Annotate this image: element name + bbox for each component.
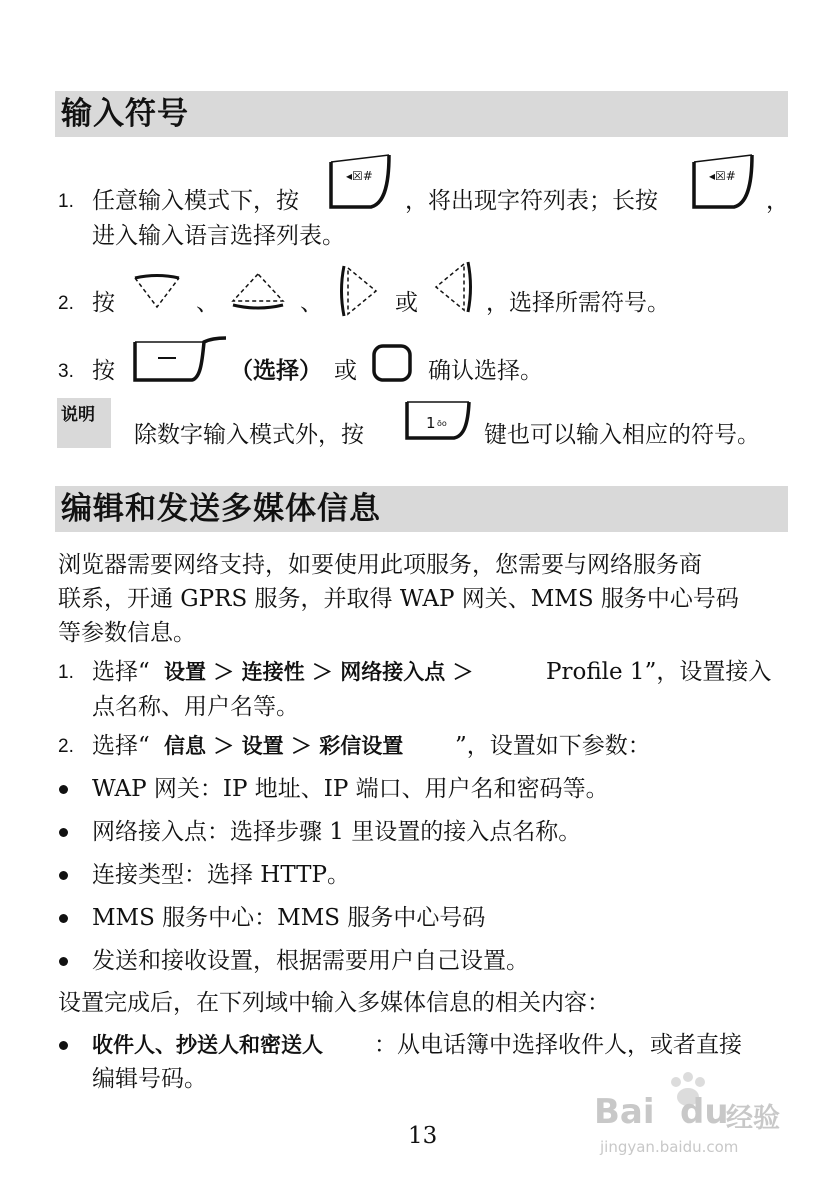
step-text: 任意输入模式下，按: [92, 188, 299, 214]
intro-line: 等参数信息。: [58, 620, 196, 646]
intro-line: 浏览器需要网络支持，如要使用此项服务，您需要与网络服务商: [58, 552, 702, 578]
step-text: 按: [92, 290, 115, 316]
bullet-item: 发送和接收设置，根据需要用户自己设置。: [92, 948, 529, 974]
after-text: 设置完成后，在下列域中输入多媒体信息的相关内容：: [58, 990, 610, 1016]
watermark: [594, 1072, 790, 1162]
bullet-dot: [59, 1041, 68, 1050]
step-text: 确认选择。: [428, 358, 543, 384]
note-text: 除数字输入模式外，按: [134, 422, 364, 448]
bullet-dot: [59, 914, 68, 923]
bullet-dot: [59, 957, 68, 966]
ok-key-icon: [370, 342, 414, 386]
step-number: 1.: [58, 191, 74, 212]
star-hash-key-icon: [690, 152, 756, 212]
step-text: 按: [92, 358, 115, 384]
or-text: 或: [334, 358, 357, 384]
watermark-brand: du: [680, 1092, 729, 1132]
section-title: 输入符号: [61, 96, 189, 132]
step-text: ，将出现字符列表；长按: [405, 188, 658, 214]
one-key-icon: [402, 396, 474, 446]
nav-up-icon: [228, 271, 288, 313]
note-label: 说明: [61, 405, 95, 425]
page-number: 13: [408, 1123, 438, 1149]
step-text: 进入输入语言选择列表。: [92, 223, 345, 249]
step-text: Profile 1”，设置接入: [546, 659, 772, 685]
menu-path: 设置 ＞ 连接性 ＞ 网络接入点 ＞: [164, 660, 474, 684]
recipients-label: 收件人、抄送人和密送人: [92, 1033, 323, 1057]
separator: 、: [300, 290, 323, 316]
watermark-brand-cn: 经验: [726, 1103, 780, 1134]
intro-line: 联系，开通 GPRS 服务，并取得 WAP 网关、MMS 服务中心号码: [58, 586, 739, 612]
recipients-text: 编辑号码。: [92, 1066, 207, 1092]
note-text: 键也可以输入相应的符号。: [484, 422, 760, 448]
step-number: 1.: [58, 662, 74, 683]
nav-down-icon: [132, 273, 182, 313]
bullet-item: 连接类型：选择 HTTP。: [92, 862, 350, 888]
step-text: ，: [766, 188, 789, 214]
menu-path: 信息 ＞ 设置 ＞ 彩信设置: [164, 734, 404, 758]
left-soft-key-icon: [130, 334, 230, 386]
step-text: 选择“: [92, 733, 150, 759]
step-text: ，选择所需符号。: [486, 290, 670, 316]
watermark-url: jingyan.baidu.com: [600, 1138, 739, 1156]
note-box: [57, 398, 111, 448]
section-header-mms: [55, 486, 788, 532]
step-number: 3.: [58, 361, 74, 382]
svg-text:◂☒#: ◂☒#: [709, 169, 736, 183]
step-text: 点名称、用户名等。: [92, 694, 299, 720]
bullet-item: 网络接入点：选择步骤 1 里设置的接入点名称。: [92, 819, 582, 845]
step-number: 2.: [58, 736, 74, 757]
bullet-dot: [59, 828, 68, 837]
step-text: 选择“: [92, 659, 150, 685]
bullet-dot: [59, 871, 68, 880]
step-number: 2.: [58, 293, 74, 314]
or-text: 或: [395, 290, 418, 316]
bullet-item: WAP 网关：IP 地址、IP 端口、用户名和密码等。: [92, 776, 609, 802]
step-text: ”，设置如下参数：: [455, 733, 651, 759]
separator: 、: [196, 290, 219, 316]
nav-right-icon: [336, 262, 384, 320]
section-title: 编辑和发送多媒体信息: [61, 491, 381, 527]
star-hash-key-icon: [327, 152, 393, 212]
svg-text:◂☒#: ◂☒#: [346, 169, 373, 183]
nav-left-icon: [428, 258, 476, 316]
svg-text:1: 1: [426, 414, 436, 432]
select-label: （选择）: [230, 358, 322, 384]
section-header-symbols: [55, 91, 788, 137]
bullet-item: MMS 服务中心：MMS 服务中心号码: [92, 905, 486, 931]
recipients-text: ：从电话簿中选择收件人，或者直接: [374, 1032, 742, 1058]
bullet-dot: [59, 785, 68, 794]
svg-text:ōo: ōo: [437, 419, 447, 428]
watermark-brand: Bai: [594, 1092, 655, 1132]
